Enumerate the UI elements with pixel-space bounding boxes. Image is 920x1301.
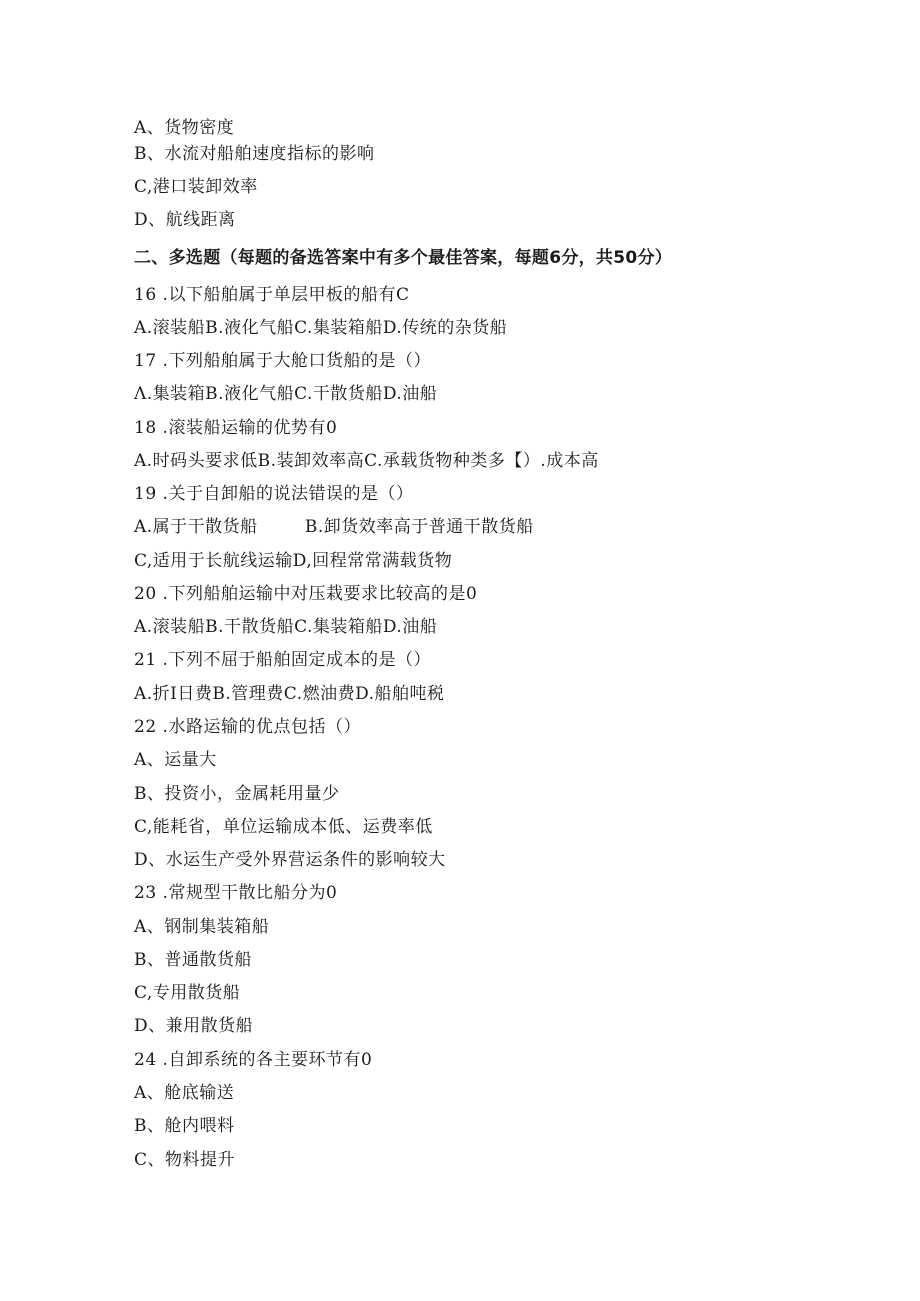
question-23-option-d: D、兼用散货船	[134, 1016, 254, 1036]
question-20-options: A.滚装船B.干散货船C.集装箱船D.油船	[134, 617, 438, 637]
question-16-options: A.滚装船B.液化气船C.集装箱船D.传统的杂货船	[134, 318, 508, 338]
section-heading-multiple-choice: 二、多选题（每题的备选答案中有多个最佳答案，每题6分，共50分）	[134, 248, 673, 268]
question-24-option-c: C、物料提升	[134, 1150, 236, 1170]
question-22-option-b: B、投资小，金属耗用量少	[134, 784, 340, 804]
question-24-option-b: B、舱内喂料	[134, 1116, 235, 1136]
question-24-option-a: A、舱底输送	[134, 1083, 235, 1103]
question-17: 17 .下列船舶属于大舱口货船的是（）	[134, 351, 431, 371]
question-23-option-c: C,专用散货船	[134, 983, 241, 1003]
option-b-water-flow: B、水流对船舶速度指标的影响	[134, 144, 375, 164]
question-22: 22 .水路运输的优点包括（）	[134, 717, 361, 737]
question-17-options: Λ.集装箱B.液化气船C.干散货船D.油船	[134, 384, 438, 404]
question-18: 18 .滚装船运输的优势有0	[134, 418, 338, 438]
question-22-option-d: D、水运生产受外界营运条件的影响较大	[134, 850, 446, 870]
question-23-option-b: B、普通散货船	[134, 950, 252, 970]
question-21: 21 .下列不屈于船舶固定成本的是（）	[134, 650, 431, 670]
question-19: 19 .关于自卸船的说法错误的是（）	[134, 484, 414, 504]
question-24: 24 .自卸系统的各主要环节有0	[134, 1050, 373, 1070]
option-c-port-efficiency: C,港口装卸效率	[134, 177, 258, 197]
question-23: 23 .常规型干散比船分为0	[134, 883, 338, 903]
question-20: 20 .下列船舶运输中对压栽要求比较高的是0	[134, 584, 478, 604]
question-16: 16 .以下船舶属于单层甲板的船有C	[134, 285, 410, 305]
question-19-options-cd: C,适用于长航线运输D,回程常常满载货物	[134, 551, 453, 571]
question-23-option-a: A、钢制集装箱船	[134, 917, 270, 937]
option-a-cargo-density: A、货物密度	[134, 118, 235, 138]
question-22-option-c: C,能耗省，单位运输成本低、运费率低	[134, 817, 433, 837]
question-22-option-a: A、运量大	[134, 750, 217, 770]
question-18-options: A.时码头要求低B.装卸效率高C.承载货物种类多【）.成本高	[134, 451, 599, 471]
question-21-options: A.折I日费B.管理费C.燃油费D.船舶吨税	[134, 684, 445, 704]
question-19-options-ab: A.属于干散货船 B.卸货效率高于普通干散货船	[134, 517, 534, 537]
option-d-route-distance: D、航线距离	[134, 210, 236, 230]
